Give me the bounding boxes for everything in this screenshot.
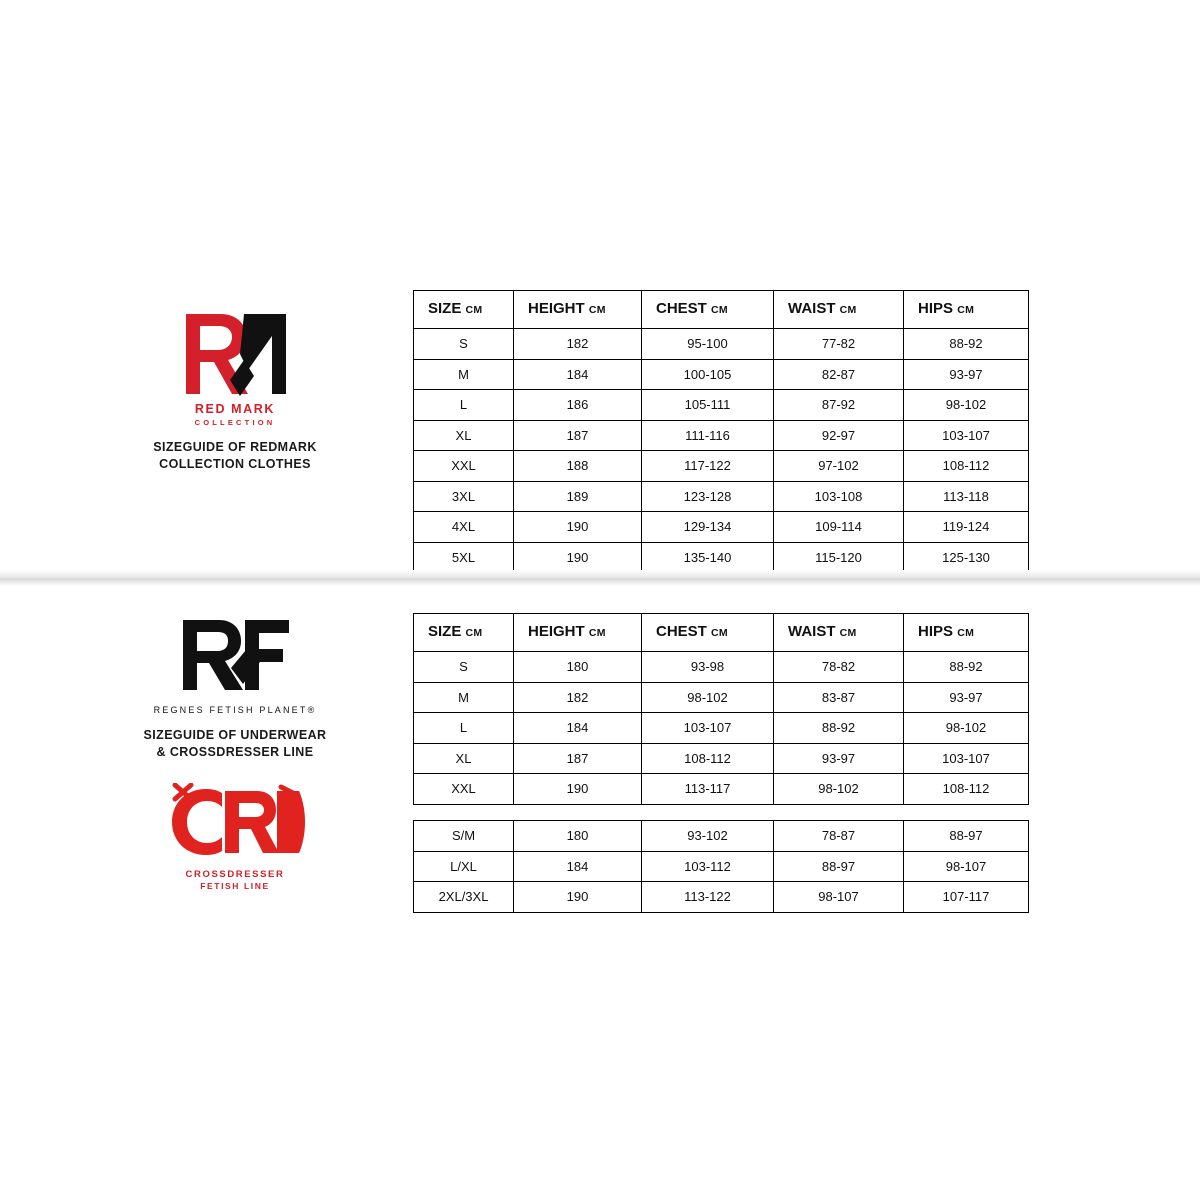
cell-height: 190 (514, 542, 642, 573)
cell-chest: 100-105 (642, 359, 774, 390)
cell-hips: 88-97 (904, 821, 1029, 852)
table-row (414, 774, 1029, 805)
rfp-logo-name: REGNES FETISH PLANET® (153, 705, 317, 715)
header-height: HEIGHT CM (514, 614, 642, 652)
cell-hips: 108-112 (904, 774, 1029, 805)
cell-size: M (414, 359, 514, 390)
cell-hips: 103-107 (904, 420, 1029, 451)
cell-chest: 105-111 (642, 390, 774, 421)
cell-height: 182 (514, 329, 642, 360)
cell-hips: 108-112 (904, 451, 1029, 482)
cell-height: 189 (514, 481, 642, 512)
red-mark-logo-subtitle: COLLECTION (194, 418, 276, 427)
cell-waist: 78-82 (774, 652, 904, 683)
table-row (414, 743, 1029, 774)
brand-block-rfp (70, 618, 400, 891)
cell-size: XXL (414, 774, 514, 805)
rfp-logo (140, 618, 330, 715)
cell-size: S (414, 652, 514, 683)
table-row (414, 682, 1029, 713)
cell-height: 184 (514, 851, 642, 882)
table-row (414, 713, 1029, 744)
cell-height: 190 (514, 512, 642, 543)
cell-size: L (414, 390, 514, 421)
cell-size: XXL (414, 451, 514, 482)
cell-height: 182 (514, 682, 642, 713)
table-row (414, 652, 1029, 683)
cell-waist: 98-107 (774, 882, 904, 913)
table-row (414, 329, 1029, 360)
cell-waist: 103-108 (774, 481, 904, 512)
table-row (414, 851, 1029, 882)
brand-block-redmark (70, 310, 400, 473)
cell-height: 180 (514, 652, 642, 683)
cell-height: 180 (514, 821, 642, 852)
cell-waist: 109-114 (774, 512, 904, 543)
table-row (414, 481, 1029, 512)
cell-hips: 125-130 (904, 542, 1029, 573)
header-hips: HIPS CM (904, 291, 1029, 329)
cell-chest: 93-98 (642, 652, 774, 683)
cell-chest: 129-134 (642, 512, 774, 543)
crossdresser-crd-monogram-icon (165, 783, 305, 861)
table-header-row (414, 291, 1029, 329)
rfp-caption-line1: SIZEGUIDE OF UNDERWEAR (143, 728, 327, 742)
table-row (414, 451, 1029, 482)
cell-hips: 113-118 (904, 481, 1029, 512)
header-chest: CHEST CM (642, 291, 774, 329)
cell-hips: 103-107 (904, 743, 1029, 774)
cell-chest: 98-102 (642, 682, 774, 713)
cell-height: 184 (514, 359, 642, 390)
rfp-caption-line2: & CROSSDRESSER LINE (156, 745, 314, 759)
redmark-caption (70, 439, 400, 473)
cell-waist: 93-97 (774, 743, 904, 774)
header-waist: WAIST CM (774, 291, 904, 329)
cell-height: 186 (514, 390, 642, 421)
table-row (414, 512, 1029, 543)
cell-hips: 93-97 (904, 359, 1029, 390)
red-mark-logo (155, 310, 315, 427)
cell-height: 190 (514, 882, 642, 913)
crd-logo (135, 783, 335, 891)
cell-waist: 78-87 (774, 821, 904, 852)
size-table-rfp (413, 613, 1029, 805)
crd-logo-name: CROSSDRESSER (185, 869, 285, 880)
cell-chest: 111-116 (642, 420, 774, 451)
cell-waist: 88-97 (774, 851, 904, 882)
cell-chest: 135-140 (642, 542, 774, 573)
rfp-caption (70, 727, 400, 761)
table-header-row (414, 614, 1029, 652)
cell-height: 188 (514, 451, 642, 482)
cell-size: XL (414, 420, 514, 451)
cell-size: L/XL (414, 851, 514, 882)
table-row (414, 821, 1029, 852)
cell-waist: 87-92 (774, 390, 904, 421)
header-waist: WAIST CM (774, 614, 904, 652)
size-table-crd (413, 820, 1029, 913)
cell-hips: 93-97 (904, 682, 1029, 713)
header-hips: HIPS CM (904, 614, 1029, 652)
cell-chest: 113-122 (642, 882, 774, 913)
red-mark-logo-name: RED MARK (194, 402, 276, 416)
cell-waist: 115-120 (774, 542, 904, 573)
cell-size: XL (414, 743, 514, 774)
cell-chest: 103-107 (642, 713, 774, 744)
cell-waist: 98-102 (774, 774, 904, 805)
cell-size: 4XL (414, 512, 514, 543)
cell-waist: 92-97 (774, 420, 904, 451)
cell-hips: 98-102 (904, 390, 1029, 421)
cell-chest: 117-122 (642, 451, 774, 482)
cell-chest: 103-112 (642, 851, 774, 882)
header-chest: CHEST CM (642, 614, 774, 652)
table-row (414, 390, 1029, 421)
regnes-fetish-planet-monogram-icon (175, 618, 295, 692)
cell-chest: 93-102 (642, 821, 774, 852)
section-divider (0, 570, 1200, 586)
cell-size: L (414, 713, 514, 744)
header-size: SIZE CM (414, 291, 514, 329)
table-row (414, 882, 1029, 913)
cell-waist: 77-82 (774, 329, 904, 360)
header-height: HEIGHT CM (514, 291, 642, 329)
cell-waist: 82-87 (774, 359, 904, 390)
table-row (414, 359, 1029, 390)
cell-hips: 107-117 (904, 882, 1029, 913)
cell-hips: 88-92 (904, 329, 1029, 360)
redmark-caption-line1: SIZEGUIDE OF REDMARK (153, 440, 317, 454)
cell-size: S/M (414, 821, 514, 852)
cell-waist: 97-102 (774, 451, 904, 482)
cell-size: S (414, 329, 514, 360)
cell-height: 187 (514, 420, 642, 451)
table-row (414, 542, 1029, 573)
cell-waist: 88-92 (774, 713, 904, 744)
cell-chest: 95-100 (642, 329, 774, 360)
redmark-caption-line2: COLLECTION CLOTHES (159, 457, 311, 471)
header-size: SIZE CM (414, 614, 514, 652)
cell-chest: 108-112 (642, 743, 774, 774)
cell-chest: 123-128 (642, 481, 774, 512)
cell-size: 5XL (414, 542, 514, 573)
size-table-redmark (413, 290, 1029, 573)
table-row (414, 420, 1029, 451)
cell-height: 187 (514, 743, 642, 774)
cell-hips: 98-102 (904, 713, 1029, 744)
cell-size: 2XL/3XL (414, 882, 514, 913)
cell-height: 184 (514, 713, 642, 744)
cell-hips: 119-124 (904, 512, 1029, 543)
cell-height: 190 (514, 774, 642, 805)
cell-hips: 98-107 (904, 851, 1029, 882)
crd-logo-subtitle: FETISH LINE (200, 881, 270, 891)
cell-chest: 113-117 (642, 774, 774, 805)
cell-size: M (414, 682, 514, 713)
cell-waist: 83-87 (774, 682, 904, 713)
cell-hips: 88-92 (904, 652, 1029, 683)
red-mark-monogram-icon (170, 310, 300, 398)
cell-size: 3XL (414, 481, 514, 512)
